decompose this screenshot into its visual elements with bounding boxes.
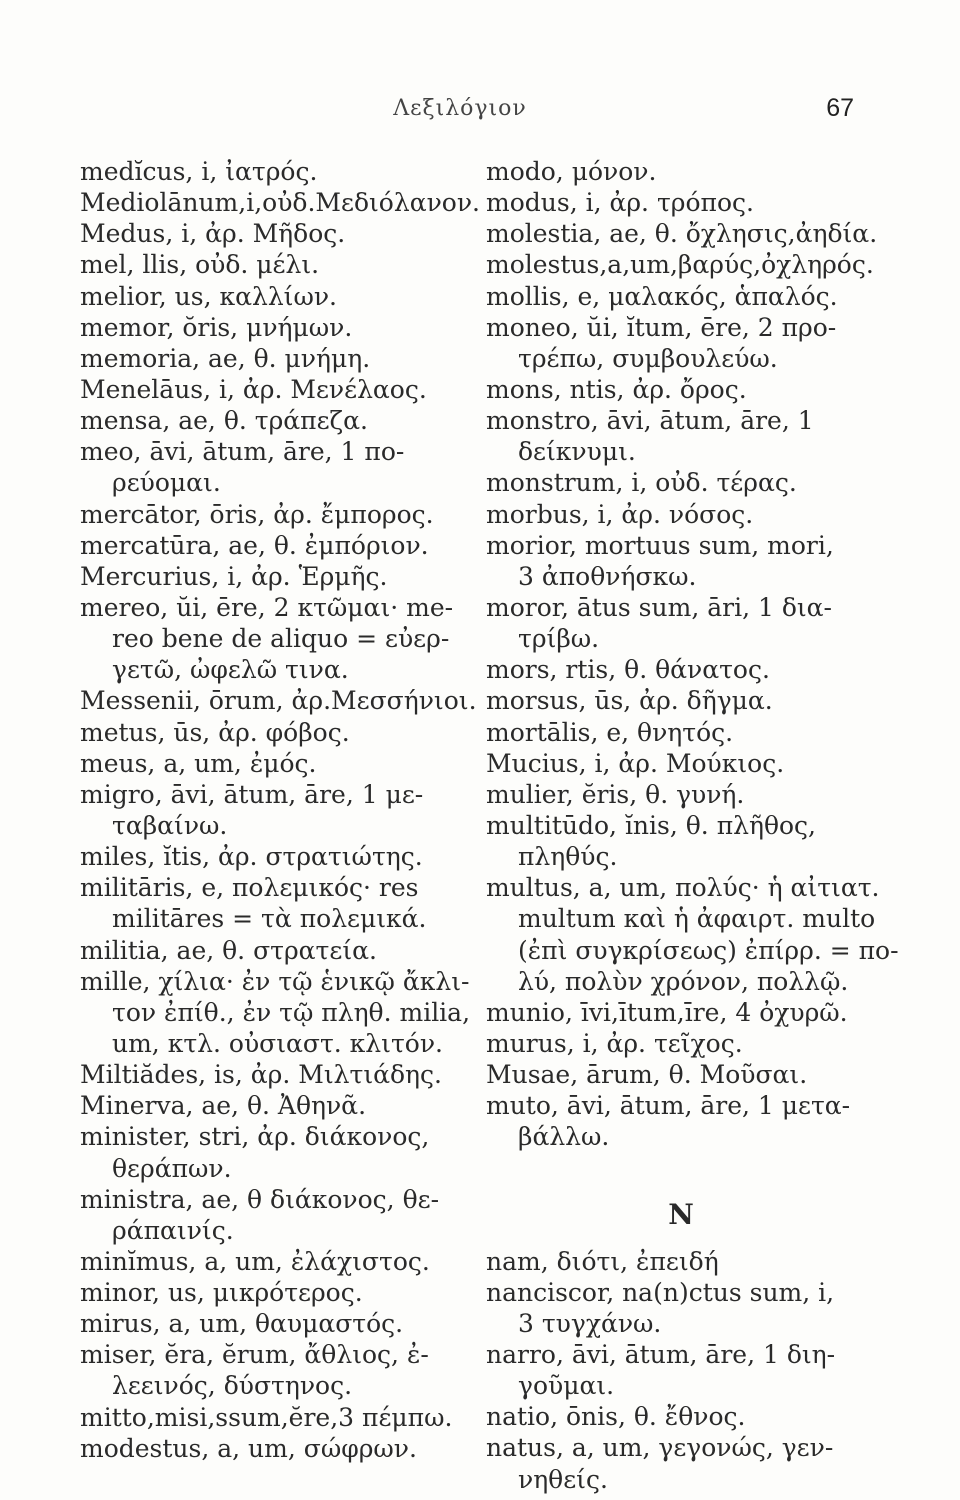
dictionary-entry: mulier, ĕris, θ. γυνή. [486,779,745,809]
dictionary-entry: modestus, a, um, σώφρων. [80,1433,417,1463]
dictionary-entry: mensa, ae, θ. τράπεζα. [80,406,368,436]
dictionary-entry: Minerva, ae, θ. Ἀθηνᾶ. [80,1091,367,1121]
dictionary-entry: memoria, ae, θ. μνήμη. [80,343,371,373]
dictionary-entry: moror, ātus sum, āri, 1 δια- [486,592,832,622]
dictionary-entry: Menelāus, i, ἀρ. Μενέλαος. [80,374,427,404]
entry-continuation: multum καὶ ἡ ἀφαιρτ. multo [518,904,876,934]
entry-continuation: λύ, πολὺν χρόνον, πολλῷ. [518,966,849,996]
page-number: 67 [826,94,854,122]
dictionary-entry: medĭcus, i, ἰατρός. [80,157,318,186]
dictionary-entry: multitūdo, ĭnis, θ. πλῆθος, [486,810,817,840]
left-column [80,156,480,1464]
entry-continuation: ρεύομαι. [112,468,221,498]
dictionary-entry: migro, āvi, ātum, āre, 1 με- [80,779,424,809]
dictionary-entry: mitto,misi,ssum,ĕre,3 πέμπω. [80,1402,453,1432]
dictionary-entry: memor, ŏris, μνήμων. [80,312,353,342]
dictionary-entry: nam, διότι, ἐπειδή [486,1246,719,1276]
dictionary-entry: mercātor, ōris, ἀρ. ἔμπορος. [80,499,434,529]
dictionary-entry: narro, āvi, ātum, āre, 1 διη- [486,1340,836,1370]
entry-continuation: (ἐπὶ συγκρίσεως) ἐπίρρ. = πο- [518,935,899,965]
entry-continuation: νηθείς. [518,1464,608,1494]
entry-continuation: δείκνυμι. [518,437,636,467]
dictionary-entry: moneo, ŭi, ĭtum, ēre, 2 προ- [486,312,837,342]
entry-continuation: τον ἐπίθ., ἐν τῷ πληθ. milia, [112,997,471,1027]
entry-continuation: 3 τυγχάνω. [518,1308,662,1338]
dictionary-entry: miles, ĭtis, ἀρ. στρατιώτης. [80,842,423,872]
dictionary-entry: militāris, e, πολεμικός· res [80,873,419,903]
dictionary-entry: minĭmus, a, um, ἐλάχιστος. [80,1246,430,1276]
section-spacer [486,1153,876,1184]
entry-continuation: τρέπω, συμβουλεύω. [518,343,778,373]
dictionary-entry: nanciscor, na(n)ctus sum, i, [486,1277,835,1307]
entries-n [486,1246,876,1495]
dictionary-entry: morior, mortuus sum, mori, [486,530,834,560]
dictionary-entry: minor, us, μικρότερος. [80,1278,363,1308]
entry-continuation: γετῶ, ὠφελῶ τινα. [112,655,349,685]
dictionary-entry: meus, a, um, ἐμός. [80,748,317,778]
dictionary-entry: meo, āvi, ātum, āre, 1 πο- [80,437,405,467]
dictionary-entry: mel, llis, οὐδ. μέλι. [80,250,320,280]
dictionary-entry: multus, a, um, πολύς· ἡ αἰτιατ. [486,873,880,903]
entry-continuation: γοῦμαι. [518,1371,615,1401]
dictionary-entry: mollis, e, μαλακός, ἁπαλός. [486,281,838,311]
entry-continuation: ταβαίνω. [112,810,228,840]
right-column [486,156,899,1495]
dictionary-entry: Mediolānum,i,οὐδ.Μεδιόλανον. [80,188,480,218]
dictionary-entry: Mucius, i, ἀρ. Μούκιος. [486,748,785,778]
dictionary-entry: militia, ae, θ. στρατεία. [80,935,377,965]
dictionary-entry: molestus,a,um,βαρύς,ὀχληρός. [486,250,874,280]
dictionary-entry: Medus, i, ἀρ. Μῆδος. [80,219,346,249]
dictionary-entry: melior, us, καλλίων. [80,281,337,311]
dictionary-entry: mille, χίλια· ἐν τῷ ἑνικῷ ἄκλι- [80,966,470,996]
dictionary-entry: mereo, ŭi, ēre, 2 κτῶμαι· me- [80,592,454,622]
dictionary-entry: morbus, i, ἀρ. νόσος. [486,499,754,529]
dictionary-entry: monstrum, i, οὐδ. τέρας. [486,468,797,498]
dictionary-entry: ministra, ae, θ διάκονος, θε- [80,1184,440,1214]
entry-continuation: πληθύς. [518,842,618,872]
dictionary-entry: mors, rtis, θ. θάνατος. [486,655,770,685]
dictionary-entry: modo, μόνον. [486,157,657,186]
dictionary-entry: Musae, ārum, θ. Μοῦσαι. [486,1060,808,1090]
section-letter: N [668,1197,694,1231]
dictionary-entry: Miltiădes, is, ἀρ. Μιλτιάδης. [80,1060,442,1090]
entry-continuation: um, κτλ. οὐσιαστ. κλιτόν. [112,1028,443,1058]
dictionary-entry: mons, ntis, ἀρ. ὄρος. [486,374,747,404]
running-title: Λεξιλόγιον [393,96,527,121]
dictionary-entry: natio, ōnis, θ. ἔθνος. [486,1402,746,1432]
entry-continuation: θεράπων. [112,1153,232,1183]
dictionary-entry: monstro, āvi, ātum, āre, 1 [486,406,814,436]
entry-continuation: militāres = τὰ πολεμικά. [112,904,427,934]
dictionary-entry: modus, i, ἀρ. τρόπος. [486,188,754,218]
entry-continuation: τρίβω. [518,624,600,654]
entry-continuation: 3 ἀποθνήσκω. [518,561,697,591]
dictionary-entry: muto, āvi, ātum, āre, 1 μετα- [486,1091,851,1121]
dictionary-entry: Messenii, ōrum, ἀρ.Μεσσήνιοι. [80,686,477,716]
dictionary-entry: murus, i, ἀρ. τεῖχος. [486,1028,743,1058]
entry-continuation: reo bene de aliquo = εὐερ- [112,624,450,654]
dictionary-entry: metus, ūs, ἀρ. φόβος. [80,717,350,747]
dictionary-entry: natus, a, um, γεγονώς, γεν- [486,1433,834,1463]
dictionary-entry: molestia, ae, θ. ὄχλησις,ἀηδία. [486,219,878,249]
dictionary-entry: morsus, ūs, ἀρ. δῆγμα. [486,686,773,716]
entry-continuation: λεεινός, δύστηνος. [112,1371,353,1401]
dictionary-entry: Mercurius, i, ἀρ. Ἑρμῆς. [80,561,388,591]
entry-continuation: βάλλω. [518,1122,610,1152]
dictionary-entry: munio, īvi,ītum,īre, 4 ὀχυρῶ. [486,997,848,1027]
dictionary-entry: mirus, a, um, θαυμαστός. [80,1309,404,1339]
dictionary-entry: mercatūra, ae, θ. ἐμπόριον. [80,530,429,560]
dictionary-entry: minister, stri, ἀρ. διάκονος, [80,1122,430,1152]
entry-continuation: ράπαινίς. [112,1215,234,1245]
dictionary-entry: miser, ĕra, ĕrum, ἄθλιος, ἐ- [80,1340,429,1370]
dictionary-entry: mortālis, e, θνητός. [486,717,734,747]
entries-m [486,156,899,1153]
